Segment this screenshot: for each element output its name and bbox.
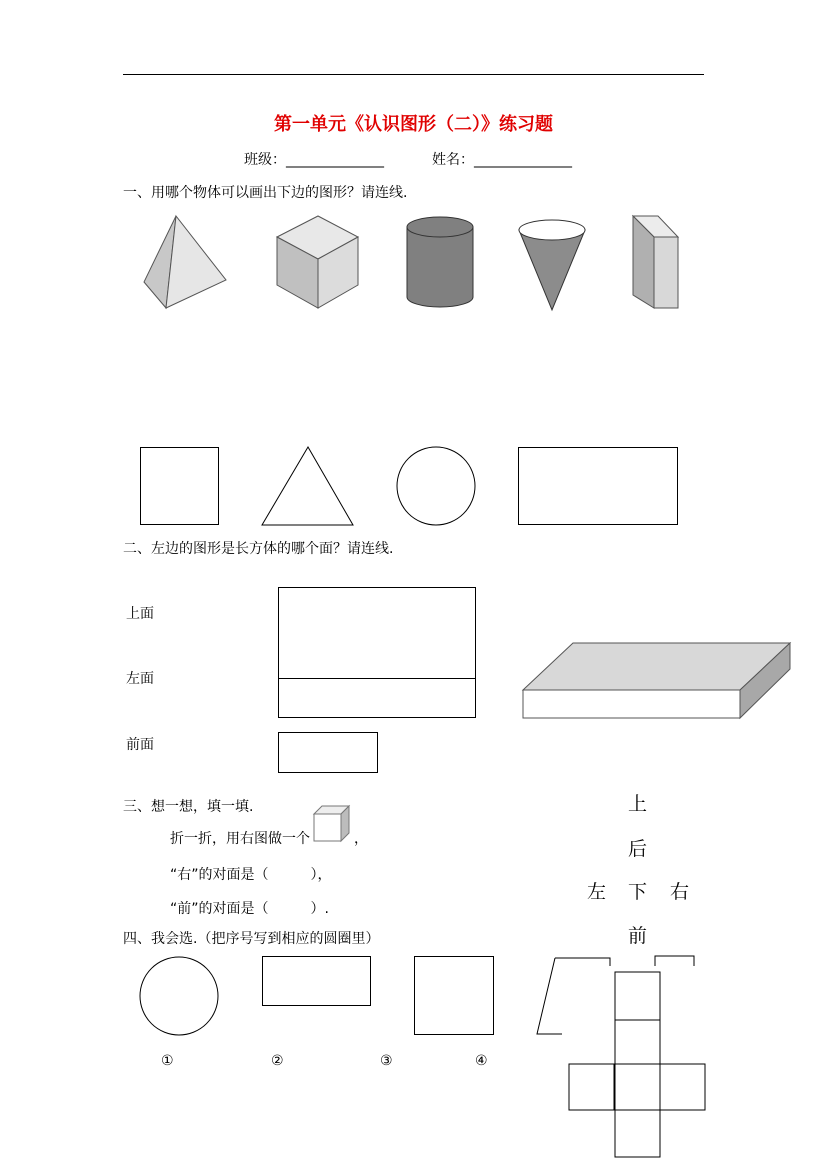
cone-icon xyxy=(517,219,589,313)
name-blank[interactable]: ______________ xyxy=(474,152,572,168)
option-number-2: ② xyxy=(271,1053,284,1069)
class-blank[interactable]: ______________ xyxy=(286,152,384,168)
net-label-bottom: 下 xyxy=(628,881,648,903)
option-2-rectangle xyxy=(262,956,371,1006)
tetrahedron-icon xyxy=(140,212,230,312)
small-cube-icon xyxy=(312,804,352,842)
label-front-face: 前面 xyxy=(126,737,154,753)
option-number-4: ④ xyxy=(475,1053,488,1069)
thin-rectangle-face xyxy=(278,678,476,718)
front-opposite-question[interactable]: “前”的对面是（ ）. xyxy=(170,901,329,917)
cuboid-icon xyxy=(630,213,684,311)
rectangle-shape xyxy=(518,447,678,525)
cylinder-icon xyxy=(405,215,475,309)
flat-cuboid-icon xyxy=(520,640,795,722)
option-1-circle xyxy=(138,955,222,1037)
question-2-text: 二、左边的图形是长方体的哪个面？请连线. xyxy=(123,541,394,557)
label-top-face: 上面 xyxy=(126,606,154,622)
option-number-3: ③ xyxy=(380,1053,393,1069)
fold-instruction: 折一折，用右图做一个 xyxy=(170,831,310,847)
question-3-text: 三、想一想，填一填. xyxy=(123,799,254,815)
net-label-left: 左 xyxy=(587,881,607,903)
label-left-face: 左面 xyxy=(126,671,154,687)
question-1-text: 一、用哪个物体可以画出下边的图形？请连线. xyxy=(123,185,408,201)
option-number-1: ① xyxy=(161,1053,174,1069)
name-field[interactable] xyxy=(432,151,572,169)
net-label-top: 上 xyxy=(628,793,648,815)
fold-comma: ， xyxy=(354,831,368,847)
net-label-front: 前 xyxy=(628,925,648,947)
cube-icon xyxy=(274,213,362,311)
net-label-right: 右 xyxy=(670,881,690,903)
cube-net-drawing xyxy=(535,954,715,1159)
class-label: 班级： xyxy=(244,152,286,168)
page-title: 第一单元《认识图形（二）》练习题 xyxy=(274,114,553,135)
circle-shape xyxy=(395,446,477,528)
option-3-square xyxy=(414,956,494,1035)
class-field[interactable] xyxy=(244,151,384,169)
right-opposite-question[interactable]: “右”的对面是（ ）， xyxy=(170,867,332,883)
net-label-back: 后 xyxy=(628,838,648,860)
name-label: 姓名： xyxy=(432,152,474,168)
triangle-shape xyxy=(260,445,356,527)
large-rectangle-face xyxy=(278,587,476,679)
square-shape xyxy=(140,447,219,525)
question-4-text: 四、我会选.（把序号写到相应的圆圈里） xyxy=(123,931,380,947)
small-rectangle-face xyxy=(278,732,378,773)
header-rule xyxy=(123,74,704,75)
